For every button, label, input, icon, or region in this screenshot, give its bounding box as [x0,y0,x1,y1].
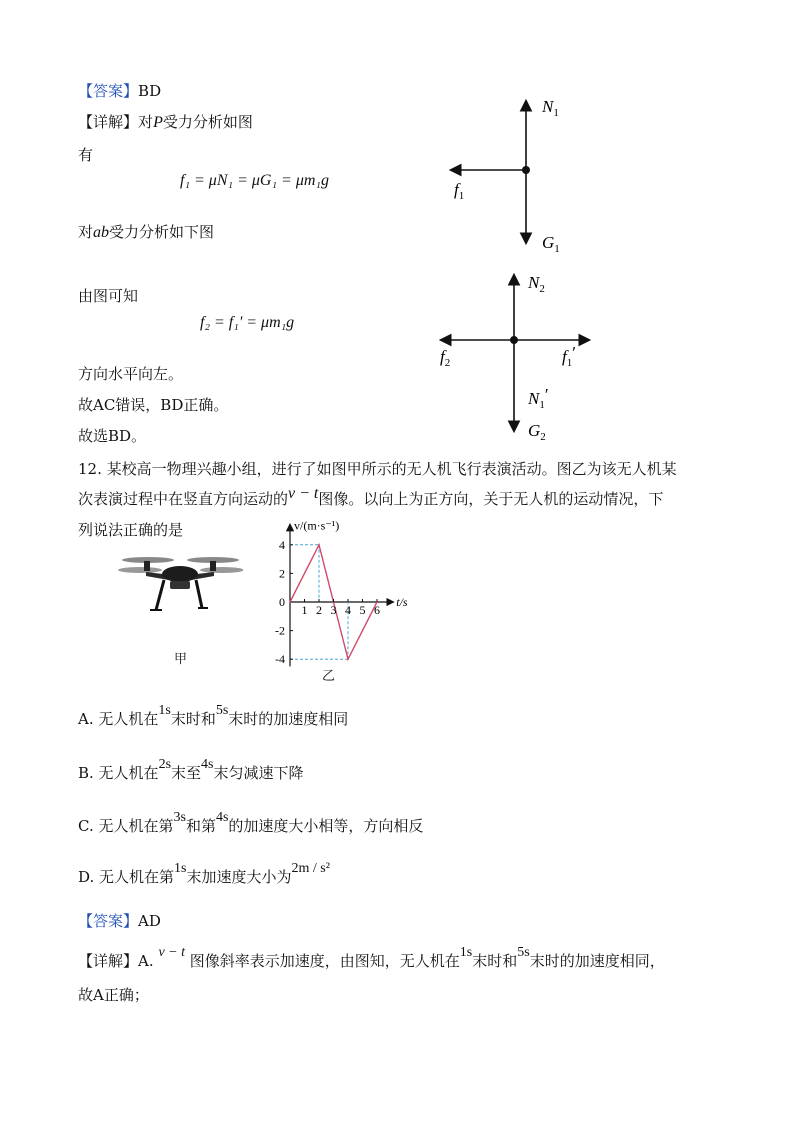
text-from-figure: 由图可知 [78,287,139,305]
data-point [289,601,291,603]
data-point [347,658,349,660]
label-f1: $f_1$ [454,180,465,202]
option-c-text-3: 的加速度大小相等，方向相反 [228,817,424,835]
q12-line-2b: 图像。以向上为正方向，关于无人机的运动情况，下 [318,490,664,508]
force-diagram-2 [430,268,600,448]
label-g1: $G_1$ [542,233,560,255]
option-c-text-1: C. 无人机在第 [78,817,174,835]
data-point [318,544,320,546]
q12-vt: v − t [288,485,319,502]
x-tick-label: 1 [301,603,308,617]
option-c-sup-2: 4s [215,810,229,825]
detail-var-p: P [153,114,163,131]
label-f1-prime: $f_1'$ [562,343,576,369]
q12-line-1: 12. 某校高一物理兴趣小组，进行了如图甲所示的无人机飞行表演活动。图乙为该无人机某 [78,460,677,478]
equation-1: f₁ = μN₁ = μG₁ = μm₁g [180,172,329,189]
text-direction: 方向水平向左。 [78,365,184,383]
x-tick-label: 6 [374,603,380,617]
option-a-sup-2: 5s [215,703,229,718]
y-tick-label: 2 [279,566,285,581]
option-c-sup-1: 3s [173,810,186,825]
vt-chart [268,518,438,688]
option-b[interactable] [78,757,304,783]
text-ab-pre: 对 [78,223,94,241]
detail2-text-2: 图像斜率表示加速度，由图知，无人机在 [189,952,460,970]
option-d-text-1: D. 无人机在第 [78,868,175,886]
label-n1-prime: $N_1'$ [528,385,549,411]
text-ac-wrong: 故AC错误，BD正确。 [78,396,229,414]
x-tick-label: 4 [345,603,351,617]
y-tick-label: -2 [275,623,285,638]
detail2-tag: 详解 [93,952,124,970]
q12-line-2a: 次表演过程中在竖直方向运动的 [78,490,289,508]
detail-text-a: 对 [138,113,154,131]
answer2-value: AD [138,912,161,930]
q12-line-3: 列说法正确的是 [78,521,184,539]
x-tick-label: 2 [316,603,322,617]
detail-bracket-right: 】 [123,113,139,131]
answer-line-1 [78,80,161,101]
answer-bracket-left: 【 [78,82,94,100]
answer-bracket-right: 】 [123,82,139,100]
label-n2: $N_2$ [528,273,545,295]
detail2-bracket-left: 【 [78,952,94,970]
drone-image [118,548,243,618]
x-axis-label: t/s [396,595,408,609]
q12-line-2 [78,485,664,509]
answer-value: BD [138,82,162,100]
option-a-text-1: A. 无人机在 [78,710,159,728]
label-g2: $G_2$ [528,421,546,443]
option-d-text-2: 末加速度大小为 [186,868,292,886]
label-f2: $f_2$ [440,347,451,369]
option-b-text-2: 末至 [171,764,202,782]
x-tick-label: 5 [359,603,366,617]
option-c[interactable] [78,810,424,836]
option-a-text-3: 末时的加速度相同 [228,710,349,728]
option-b-sup-1: 2s [158,757,172,772]
option-d[interactable] [78,861,330,887]
y-tick-label: 4 [279,537,285,552]
equation-2: f₂ = f₁' = μm₁g [200,314,295,331]
detail2-line-2: 故A正确； [78,986,149,1004]
option-a-sup-1: 1s [158,703,171,718]
option-a-text-2: 末时和 [170,710,216,728]
option-a[interactable] [78,703,349,729]
detail-tag: 详解 [93,113,124,131]
y-axis-label: v/(m·s⁻¹) [294,518,340,533]
text-ab-var: ab [93,224,110,241]
text-you: 有 [78,146,94,164]
fig-jia-label: 甲 [174,652,188,667]
detail2-text-1: A. [138,952,154,970]
option-b-text-3: 末匀减速下降 [213,764,304,782]
answer2-tag: 答案 [93,912,124,930]
detail-line-1 [78,111,253,132]
label-n1: $N_1$ [542,97,559,119]
force-diagram-1 [440,90,580,260]
text-ab-post: 受力分析如下图 [109,223,215,241]
text-select: 故选BD。 [78,427,147,445]
x-tick-label: 3 [330,603,337,617]
y-tick-label: -4 [275,652,285,667]
body-point [522,166,530,174]
body-point-ab [510,336,518,344]
answer2-bracket-right: 】 [123,912,139,930]
detail2-sup-2: 5s [517,945,530,960]
y-tick-label: 0 [279,595,285,609]
text-ab-analysis [78,221,214,242]
detail2-text-4: 末时的加速度相同， [529,952,665,970]
option-d-sup-1: 1s [174,861,187,876]
detail-line-2 [78,945,665,971]
detail-text-b: 受力分析如图 [162,113,253,131]
detail2-sup-1: 1s [459,945,473,960]
answer-tag: 答案 [93,82,124,100]
option-c-text-2: 和第 [185,817,216,835]
detail2-vt: v − t [158,945,185,960]
answer-line-2 [78,910,161,931]
option-b-sup-2: 4s [201,757,214,772]
detail2-bracket-right: 】 [123,952,139,970]
fig-yi-label: 乙 [322,669,336,684]
answer2-bracket-left: 【 [78,912,94,930]
option-b-text-1: B. 无人机在 [78,764,159,782]
detail-bracket-left: 【 [78,113,94,131]
detail2-text-3: 末时和 [472,952,518,970]
option-d-sup-2: 2m / s² [291,861,330,876]
